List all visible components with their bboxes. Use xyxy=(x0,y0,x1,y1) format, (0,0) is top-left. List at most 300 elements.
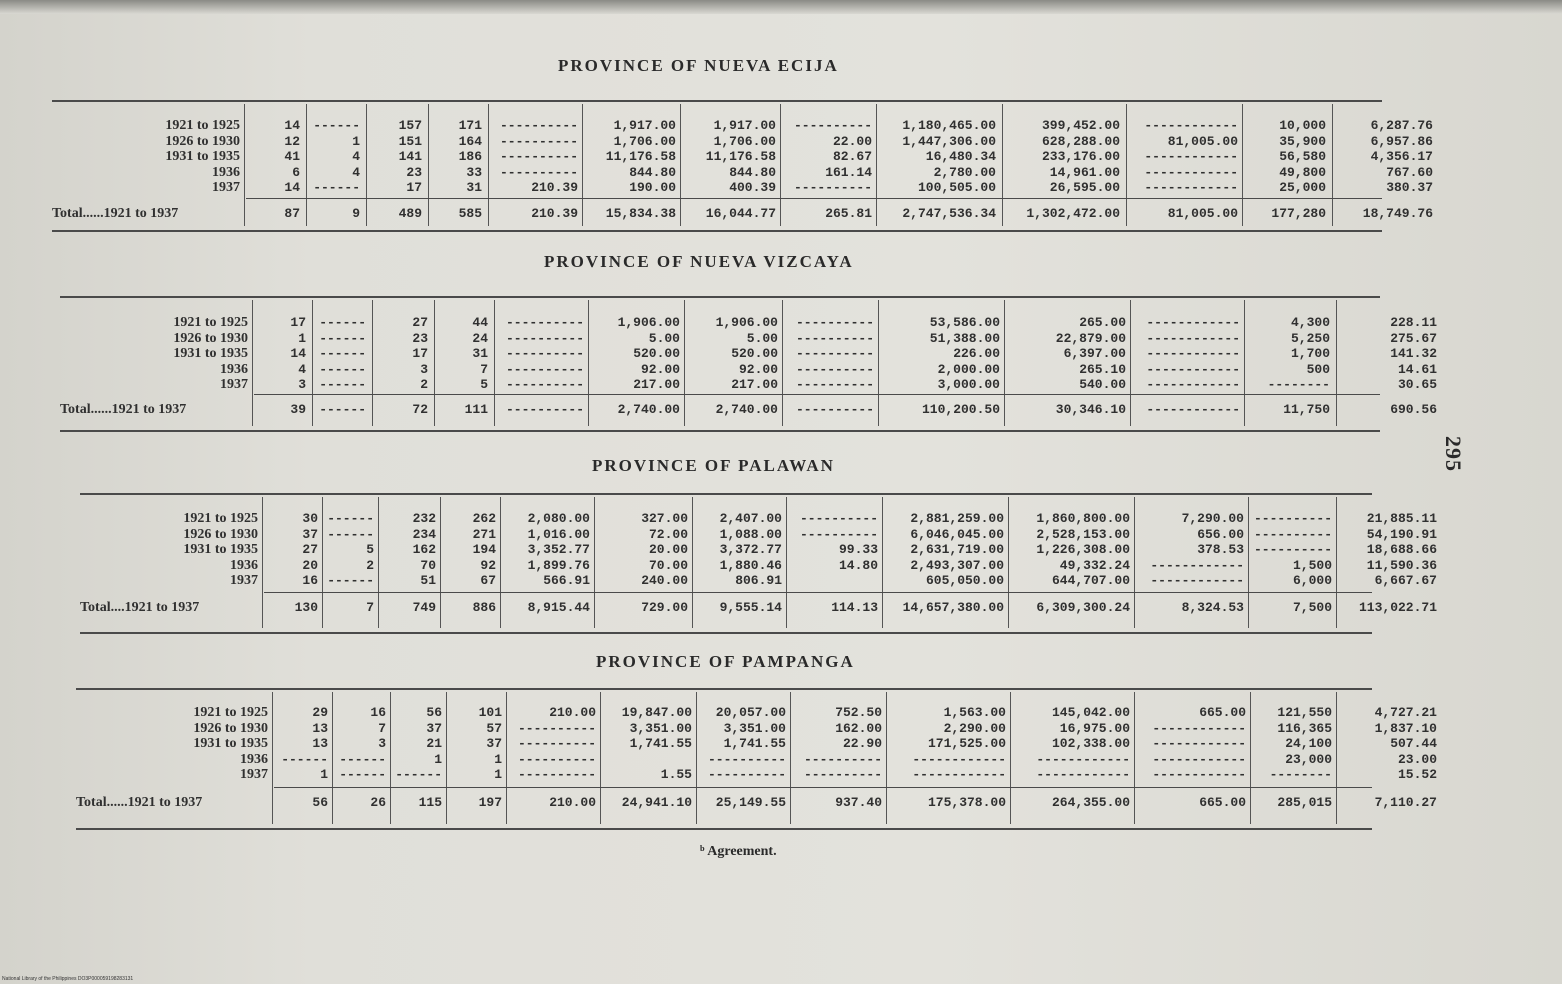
table-cell: 2,528,153.00 xyxy=(1036,526,1130,542)
table-cell: ------------ xyxy=(912,767,1006,782)
row-label: 1921 to 1925 xyxy=(165,118,240,133)
scan-credit: National Library of the Philippines DO3P000059198283131 xyxy=(2,976,134,982)
column-divider xyxy=(886,692,887,824)
column-divider xyxy=(252,300,253,426)
table-cell: 1,180,465.00 xyxy=(902,118,996,133)
table-cell: 3 xyxy=(378,736,386,751)
row-label: 1921 to 1925 xyxy=(173,315,248,330)
column-divider xyxy=(1336,692,1337,824)
column-divider xyxy=(428,104,429,226)
table-cell: 100,505.00 xyxy=(917,180,996,195)
table-cell: 1,906.00 xyxy=(617,315,680,330)
table-cell: 14 xyxy=(284,180,300,195)
table-cell: ---------- xyxy=(505,346,584,361)
table-cell: 99.33 xyxy=(838,542,878,557)
table-cell: 844.80 xyxy=(629,164,676,180)
total-cell: 177,280 xyxy=(1271,206,1326,221)
column-divider xyxy=(366,104,367,226)
row-label: 1937 xyxy=(220,377,248,392)
table-cell: ------------ xyxy=(1036,767,1130,782)
table-cell: 141 xyxy=(398,149,422,164)
table-cell: 3,352.77 xyxy=(527,542,590,557)
column-divider xyxy=(588,300,589,426)
table-cell: 57 xyxy=(486,720,502,736)
table-cell: 11,176.58 xyxy=(605,149,676,164)
table-bottom-rule xyxy=(60,430,1380,432)
total-cell: 11,750 xyxy=(1283,402,1330,417)
table-cell: 566.91 xyxy=(543,573,590,588)
table-cell: 1 xyxy=(494,751,502,767)
table-cell: 6,000 xyxy=(1292,573,1332,588)
table-cell: 399,452.00 xyxy=(1041,118,1120,133)
table-cell: 232 xyxy=(412,511,436,526)
total-cell: 285,015 xyxy=(1277,795,1332,810)
column-divider xyxy=(390,692,391,824)
province-title: PROVINCE OF NUEVA ECIJA xyxy=(558,56,839,75)
table-cell: ---------- xyxy=(803,767,882,782)
row-label: 1926 to 1930 xyxy=(165,133,240,149)
table-cell: 27 xyxy=(412,315,428,330)
table-cell: 217.00 xyxy=(633,377,680,392)
table-cell: ------------ xyxy=(1144,118,1238,133)
table-cell: ---------- xyxy=(505,361,584,377)
table-cell: 7 xyxy=(480,361,488,377)
table-cell: ------------ xyxy=(1150,557,1244,573)
table-cell: 70.00 xyxy=(648,557,688,573)
table-cell: 33 xyxy=(466,164,482,180)
table-cell: 37 xyxy=(426,720,442,736)
table-cell: 35,900 xyxy=(1279,133,1326,149)
table-cell: 101 xyxy=(478,705,502,720)
table-cell: 233,176.00 xyxy=(1041,149,1120,164)
column-divider xyxy=(1332,104,1333,226)
table-cell: 51,388.00 xyxy=(929,330,1000,346)
column-divider xyxy=(500,497,501,628)
total-cell: 7 xyxy=(366,600,374,615)
table-cell: ---------- xyxy=(799,511,878,526)
page-number: 295 xyxy=(1441,436,1466,472)
total-cell: 264,355.00 xyxy=(1051,795,1130,810)
table-cell: 12 xyxy=(284,133,300,149)
table-cell: 240.00 xyxy=(641,573,688,588)
table-cell: ------ xyxy=(395,767,442,782)
table-cell: -------- xyxy=(1267,377,1330,392)
table-cell: ------ xyxy=(319,361,366,377)
column-divider xyxy=(790,692,791,824)
row-label: 1926 to 1930 xyxy=(173,330,248,346)
column-divider xyxy=(600,692,601,824)
table-cell: 11,590.36 xyxy=(1366,557,1437,573)
column-divider xyxy=(506,692,507,824)
table-cell: 14,961.00 xyxy=(1049,164,1120,180)
table-bottom-rule xyxy=(76,828,1372,830)
table-cell: 265.00 xyxy=(1079,315,1126,330)
total-cell: 585 xyxy=(458,206,482,221)
total-label: Total......1921 to 1937 xyxy=(52,206,179,221)
column-divider xyxy=(692,497,693,628)
total-cell: 8,324.53 xyxy=(1181,600,1244,615)
total-cell: 489 xyxy=(398,206,422,221)
table-cell: 92 xyxy=(480,557,496,573)
table-cell: 2,881,259.00 xyxy=(910,511,1004,526)
table-cell: 628,288.00 xyxy=(1041,133,1120,149)
table-top-rule xyxy=(80,493,1372,495)
table-cell: 162.00 xyxy=(835,720,882,736)
total-cell: 16,044.77 xyxy=(705,206,776,221)
table-cell: 161.14 xyxy=(825,164,872,180)
row-label: 1921 to 1925 xyxy=(183,511,258,526)
total-cell: ---------- xyxy=(505,402,584,417)
table-cell: 4,727.21 xyxy=(1374,705,1437,720)
table-cell: 210.00 xyxy=(549,705,596,720)
column-divider xyxy=(786,497,787,628)
total-cell: 665.00 xyxy=(1199,795,1246,810)
table-cell: 31 xyxy=(472,346,488,361)
table-cell: ---------- xyxy=(1253,511,1332,526)
table-cell: 31 xyxy=(466,180,482,195)
table-cell: 17 xyxy=(412,346,428,361)
total-cell: 113,022.71 xyxy=(1358,600,1437,615)
table-cell: 22.00 xyxy=(832,133,872,149)
total-cell: 729.00 xyxy=(641,600,688,615)
table-cell: 1 xyxy=(298,330,306,346)
table-cell: 14 xyxy=(290,346,306,361)
table-cell: 17 xyxy=(290,315,306,330)
column-divider xyxy=(306,104,307,226)
table-cell: 23,000 xyxy=(1285,751,1332,767)
row-label: 1937 xyxy=(240,767,268,782)
table-cell: 49,800 xyxy=(1279,164,1326,180)
table-cell: 2,493,307.00 xyxy=(910,557,1004,573)
table-cell: ------------ xyxy=(1146,346,1240,361)
column-divider xyxy=(1336,497,1337,628)
table-cell: 82.67 xyxy=(832,149,872,164)
table-cell: ------ xyxy=(339,767,386,782)
table-cell: 1,917.00 xyxy=(613,118,676,133)
table-cell: 605,050.00 xyxy=(925,573,1004,588)
column-divider xyxy=(322,497,323,628)
table-cell: 171,525.00 xyxy=(927,736,1006,751)
table-cell: 1,741.55 xyxy=(723,736,786,751)
column-divider xyxy=(1002,104,1003,226)
table-cell: 5.00 xyxy=(746,330,778,346)
row-label: 1931 to 1935 xyxy=(165,149,240,164)
column-divider xyxy=(440,497,441,628)
table-cell: 56 xyxy=(426,705,442,720)
table-cell: ---------- xyxy=(517,736,596,751)
table-cell: ------------ xyxy=(1146,377,1240,392)
table-cell: 10,000 xyxy=(1279,118,1326,133)
table-cell: ------------ xyxy=(1144,164,1238,180)
column-divider xyxy=(1242,104,1243,226)
row-label: 1931 to 1935 xyxy=(173,346,248,361)
column-divider xyxy=(1244,300,1245,426)
table-cell: 2 xyxy=(366,557,374,573)
table-cell: 3 xyxy=(298,377,306,392)
column-divider xyxy=(882,497,883,628)
table-cell: 102,338.00 xyxy=(1051,736,1130,751)
table-cell: 2,080.00 xyxy=(527,511,590,526)
table-cell: 20,057.00 xyxy=(715,705,786,720)
row-label: 1921 to 1925 xyxy=(193,705,268,720)
table-cell: ---------- xyxy=(505,330,584,346)
table-cell: ------ xyxy=(327,526,374,542)
table-cell: 22.90 xyxy=(842,736,882,751)
table-cell: 7,290.00 xyxy=(1181,511,1244,526)
table-cell: 6,957.86 xyxy=(1370,133,1433,149)
table-cell: 3,000.00 xyxy=(937,377,1000,392)
table-cell: 92.00 xyxy=(640,361,680,377)
table-cell: ---------- xyxy=(505,377,584,392)
total-cell: 9 xyxy=(352,206,360,221)
table-cell: ---------- xyxy=(499,149,578,164)
table-cell: 275.67 xyxy=(1390,330,1437,346)
column-divider xyxy=(1250,692,1251,824)
table-top-rule xyxy=(76,688,1372,690)
table-cell: ---------- xyxy=(803,751,882,767)
total-cell: 115 xyxy=(418,795,442,810)
table-cell: 378.53 xyxy=(1197,542,1244,557)
table-cell: ---------- xyxy=(1253,526,1332,542)
table-cell: ------ xyxy=(313,180,360,195)
total-cell: 7,110.27 xyxy=(1374,795,1437,810)
table-cell: ------------ xyxy=(1152,751,1246,767)
total-cell: 6,309,300.24 xyxy=(1036,600,1130,615)
table-cell: 13 xyxy=(312,720,328,736)
table-cell: 228.11 xyxy=(1390,315,1437,330)
table-cell: 26,595.00 xyxy=(1049,180,1120,195)
column-divider xyxy=(780,104,781,226)
table-cell: 16 xyxy=(302,573,318,588)
table-cell: 14.80 xyxy=(838,557,878,573)
table-cell: ------------ xyxy=(1144,180,1238,195)
table-cell: 1,741.55 xyxy=(629,736,692,751)
province-title: PROVINCE OF NUEVA VIZCAYA xyxy=(544,252,854,271)
table-cell: 29 xyxy=(312,705,328,720)
table-cell: 20.00 xyxy=(648,542,688,557)
table-cell: 151 xyxy=(398,133,422,149)
table-cell: 5 xyxy=(366,542,374,557)
table-cell: 2 xyxy=(420,377,428,392)
table-cell: 17 xyxy=(406,180,422,195)
table-cell: 1,706.00 xyxy=(613,133,676,149)
table-cell: ---------- xyxy=(499,164,578,180)
table-cell: 380.37 xyxy=(1386,180,1433,195)
table-cell: 13 xyxy=(312,736,328,751)
table-cell: 16 xyxy=(370,705,386,720)
table-cell: 37 xyxy=(302,526,318,542)
table-cell: 6,287.76 xyxy=(1370,118,1433,133)
total-cell: 15,834.38 xyxy=(605,206,676,221)
table-cell: 3 xyxy=(420,361,428,377)
table-cell: 1,016.00 xyxy=(527,526,590,542)
column-divider xyxy=(1134,692,1135,824)
table-cell: 1,899.76 xyxy=(527,557,590,573)
table-cell: 1,880.46 xyxy=(719,557,782,573)
table-cell: 6,397.00 xyxy=(1063,346,1126,361)
total-cell: 26 xyxy=(370,795,386,810)
table-cell: 806.91 xyxy=(735,573,782,588)
column-divider xyxy=(378,497,379,628)
table-cell: ------------ xyxy=(1146,315,1240,330)
table-cell: 14 xyxy=(284,118,300,133)
total-cell: ---------- xyxy=(795,402,874,417)
table-cell: ------ xyxy=(339,751,386,767)
table-cell: 1,088.00 xyxy=(719,526,782,542)
table-cell: 1,917.00 xyxy=(713,118,776,133)
table-cell: ------------ xyxy=(1152,720,1246,736)
total-cell: 87 xyxy=(284,206,300,221)
table-cell: ---------- xyxy=(799,526,878,542)
table-cell: 157 xyxy=(398,118,422,133)
table-cell: 56,580 xyxy=(1279,149,1326,164)
column-divider xyxy=(1010,692,1011,824)
column-divider xyxy=(446,692,447,824)
table-cell: 24,100 xyxy=(1285,736,1332,751)
total-cell: 9,555.14 xyxy=(719,600,782,615)
table-cell: 1 xyxy=(494,767,502,782)
total-cell: 130 xyxy=(294,600,318,615)
total-cell: 1,302,472.00 xyxy=(1026,206,1120,221)
table-cell: 11,176.58 xyxy=(705,149,776,164)
table-cell: 1 xyxy=(434,751,442,767)
row-label: 1931 to 1935 xyxy=(193,736,268,751)
table-cell: 226.00 xyxy=(953,346,1000,361)
table-cell: 23 xyxy=(412,330,428,346)
total-separator xyxy=(274,787,1372,788)
table-cell: 14.61 xyxy=(1397,361,1437,377)
total-cell: 197 xyxy=(478,795,502,810)
table-cell: 18,688.66 xyxy=(1366,542,1437,557)
column-divider xyxy=(594,497,595,628)
total-cell: 210.00 xyxy=(549,795,596,810)
table-cell: 507.44 xyxy=(1390,736,1437,751)
table-cell: ---------- xyxy=(499,118,578,133)
total-label: Total......1921 to 1937 xyxy=(76,795,203,810)
column-divider xyxy=(1248,497,1249,628)
column-divider xyxy=(582,104,583,226)
row-label: 1936 xyxy=(240,751,268,767)
table-cell: ------------ xyxy=(1144,149,1238,164)
table-cell: ---------- xyxy=(795,330,874,346)
total-cell: 18,749.76 xyxy=(1362,206,1433,221)
table-bottom-rule xyxy=(52,230,1382,232)
total-cell: 72 xyxy=(412,402,428,417)
total-cell: 25,149.55 xyxy=(715,795,786,810)
table-cell: 1,700 xyxy=(1290,346,1330,361)
table-cell: 665.00 xyxy=(1199,705,1246,720)
total-separator xyxy=(254,394,1380,395)
table-cell: 210.39 xyxy=(531,180,578,195)
column-divider xyxy=(488,104,489,226)
table-cell: 67 xyxy=(480,573,496,588)
total-label: Total......1921 to 1937 xyxy=(60,402,187,417)
total-cell: 2,740.00 xyxy=(715,402,778,417)
total-cell: 110,200.50 xyxy=(921,402,1000,417)
table-cell: ---------- xyxy=(793,180,872,195)
table-cell: 2,407.00 xyxy=(719,511,782,526)
table-cell: 262 xyxy=(472,511,496,526)
table-cell: 92.00 xyxy=(738,361,778,377)
row-label: 1937 xyxy=(212,180,240,195)
column-divider xyxy=(696,692,697,824)
total-cell: 30,346.10 xyxy=(1055,402,1126,417)
table-cell: 6,046,045.00 xyxy=(910,526,1004,542)
table-cell: 4,356.17 xyxy=(1370,149,1433,164)
table-cell: 1 xyxy=(320,767,328,782)
province-title: PROVINCE OF PAMPANGA xyxy=(596,652,855,671)
column-divider xyxy=(312,300,313,426)
table-cell: 1,563.00 xyxy=(943,705,1006,720)
column-divider xyxy=(244,104,245,226)
total-cell: 2,747,536.34 xyxy=(902,206,996,221)
table-cell: ---------- xyxy=(707,767,786,782)
column-divider xyxy=(1134,497,1135,628)
total-cell: 886 xyxy=(472,600,496,615)
table-cell: ---------- xyxy=(517,767,596,782)
table-cell: ------------ xyxy=(1146,361,1240,377)
table-cell: 22,879.00 xyxy=(1055,330,1126,346)
table-cell: 7 xyxy=(378,720,386,736)
table-cell: 752.50 xyxy=(835,705,882,720)
table-cell: ------------ xyxy=(1150,573,1244,588)
table-cell: ------------ xyxy=(1146,330,1240,346)
total-cell: 114.13 xyxy=(831,600,878,615)
table-cell: 217.00 xyxy=(731,377,778,392)
table-cell: 265.10 xyxy=(1079,361,1126,377)
column-divider xyxy=(684,300,685,426)
table-cell: 37 xyxy=(486,736,502,751)
table-cell: 1,500 xyxy=(1292,557,1332,573)
table-cell: ------ xyxy=(281,751,328,767)
table-cell: 1,226,308.00 xyxy=(1036,542,1130,557)
total-cell: 937.40 xyxy=(835,795,882,810)
table-cell: ---------- xyxy=(505,315,584,330)
table-cell: 116,365 xyxy=(1277,720,1332,736)
table-cell: ------ xyxy=(319,346,366,361)
total-cell: 39 xyxy=(290,402,306,417)
total-cell: 56 xyxy=(312,795,328,810)
table-cell: 644,707.00 xyxy=(1051,573,1130,588)
table-cell: 1.55 xyxy=(660,767,692,782)
table-cell: 520.00 xyxy=(731,346,778,361)
table-cell: 1,706.00 xyxy=(713,133,776,149)
table-cell: 164 xyxy=(458,133,482,149)
column-divider xyxy=(494,300,495,426)
table-cell: 16,975.00 xyxy=(1059,720,1130,736)
column-divider xyxy=(1336,300,1337,426)
table-cell: 44 xyxy=(472,315,488,330)
total-separator xyxy=(264,592,1372,593)
footnote: ᵇ Agreement. xyxy=(700,844,777,859)
row-label: 1926 to 1930 xyxy=(183,526,258,542)
table-top-rule xyxy=(60,296,1380,298)
table-cell: 520.00 xyxy=(633,346,680,361)
table-cell: 25,000 xyxy=(1279,180,1326,195)
page-top-shadow xyxy=(0,0,1562,14)
table-cell: 30.65 xyxy=(1397,377,1437,392)
table-cell: 145,042.00 xyxy=(1051,705,1130,720)
table-cell: 1,447,306.00 xyxy=(902,133,996,149)
table-cell: 21,885.11 xyxy=(1366,511,1437,526)
table-cell: ------------ xyxy=(1152,736,1246,751)
table-cell: ------------ xyxy=(1152,767,1246,782)
total-cell: 2,740.00 xyxy=(617,402,680,417)
column-divider xyxy=(876,104,877,226)
column-divider xyxy=(782,300,783,426)
column-divider xyxy=(1130,300,1131,426)
table-cell: ------------ xyxy=(912,751,1006,767)
